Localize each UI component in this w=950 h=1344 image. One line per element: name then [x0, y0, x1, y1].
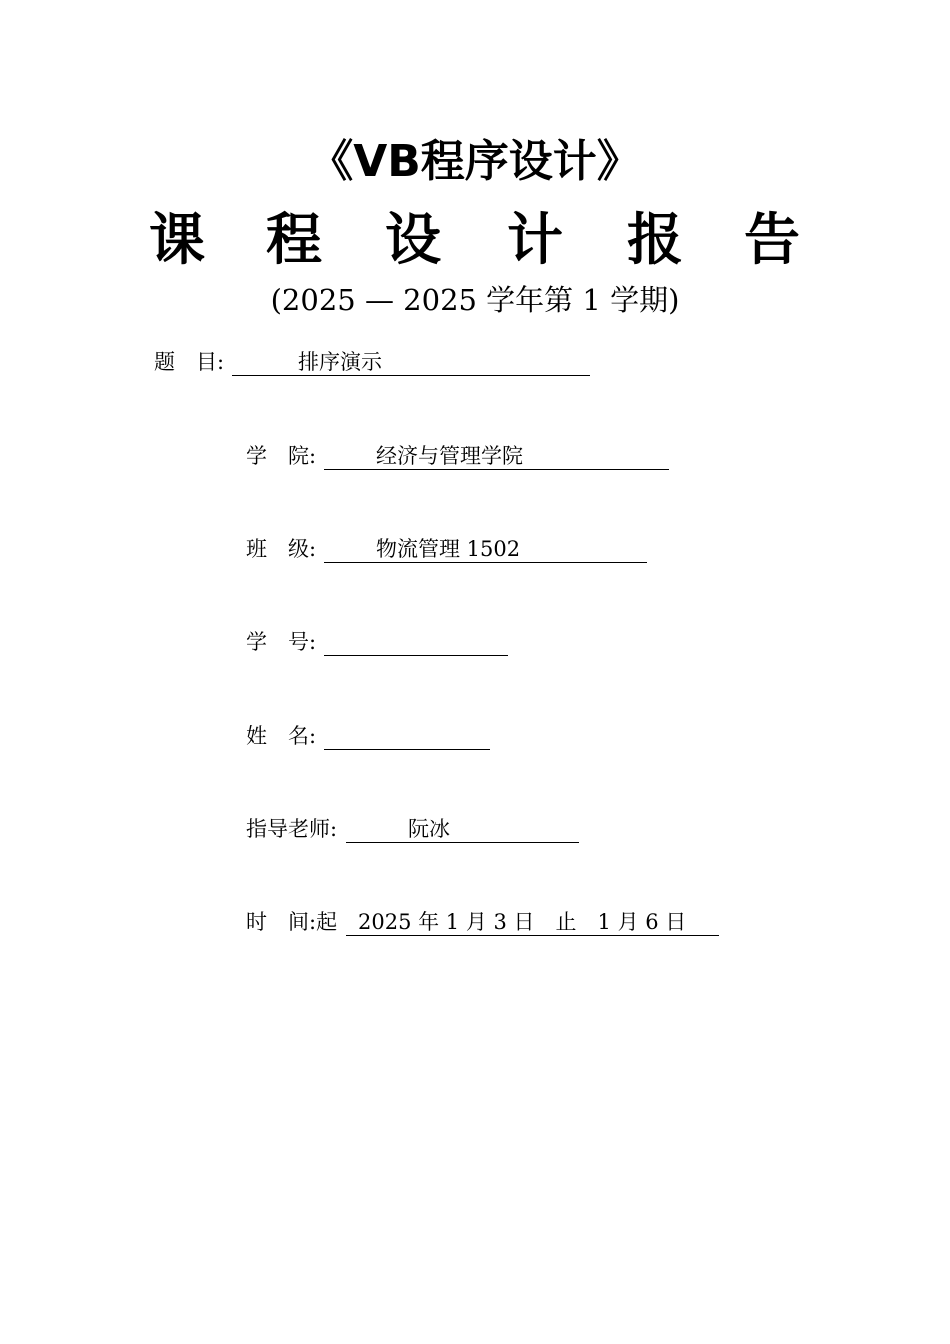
report-title-char: 设 [385, 208, 441, 273]
course-title: 《VB程序设计》 [309, 136, 641, 187]
topic-value: 排序演示 [298, 350, 382, 374]
name-field [246, 720, 496, 752]
time-label: 时 间:起 [246, 910, 338, 934]
advisor-label: 指导老师: [246, 817, 338, 841]
student-id-label: 学 号: [246, 630, 317, 654]
advisor-field [246, 813, 586, 845]
college-field [246, 440, 676, 472]
report-title-char: 计 [507, 208, 563, 273]
advisor-value: 阮冰 [408, 817, 450, 841]
report-title-char: 程 [266, 208, 322, 273]
name-underline [324, 749, 490, 750]
college-value: 经济与管理学院 [376, 444, 523, 468]
time-value: 2025 年 1 月 3 日 止 1 月 6 日 [358, 910, 687, 934]
report-title-char: 报 [627, 208, 683, 273]
report-title-char: 课 [149, 208, 205, 273]
topic-underline [232, 375, 590, 376]
student-id-underline [324, 655, 508, 656]
class-field [246, 533, 656, 565]
name-label: 姓 名: [246, 724, 317, 748]
topic-label: 题 目: [154, 350, 225, 374]
topic-field [154, 346, 594, 378]
report-title-char: 告 [744, 208, 800, 273]
class-label: 班 级: [246, 537, 317, 561]
academic-term: (2025 — 2025 学年第 1 学期) [270, 283, 680, 317]
student-id-field [246, 626, 516, 658]
time-field [246, 906, 726, 938]
advisor-underline [346, 842, 579, 843]
college-label: 学 院: [246, 444, 317, 468]
class-value: 物流管理 1502 [376, 537, 521, 561]
report-title [0, 206, 950, 276]
